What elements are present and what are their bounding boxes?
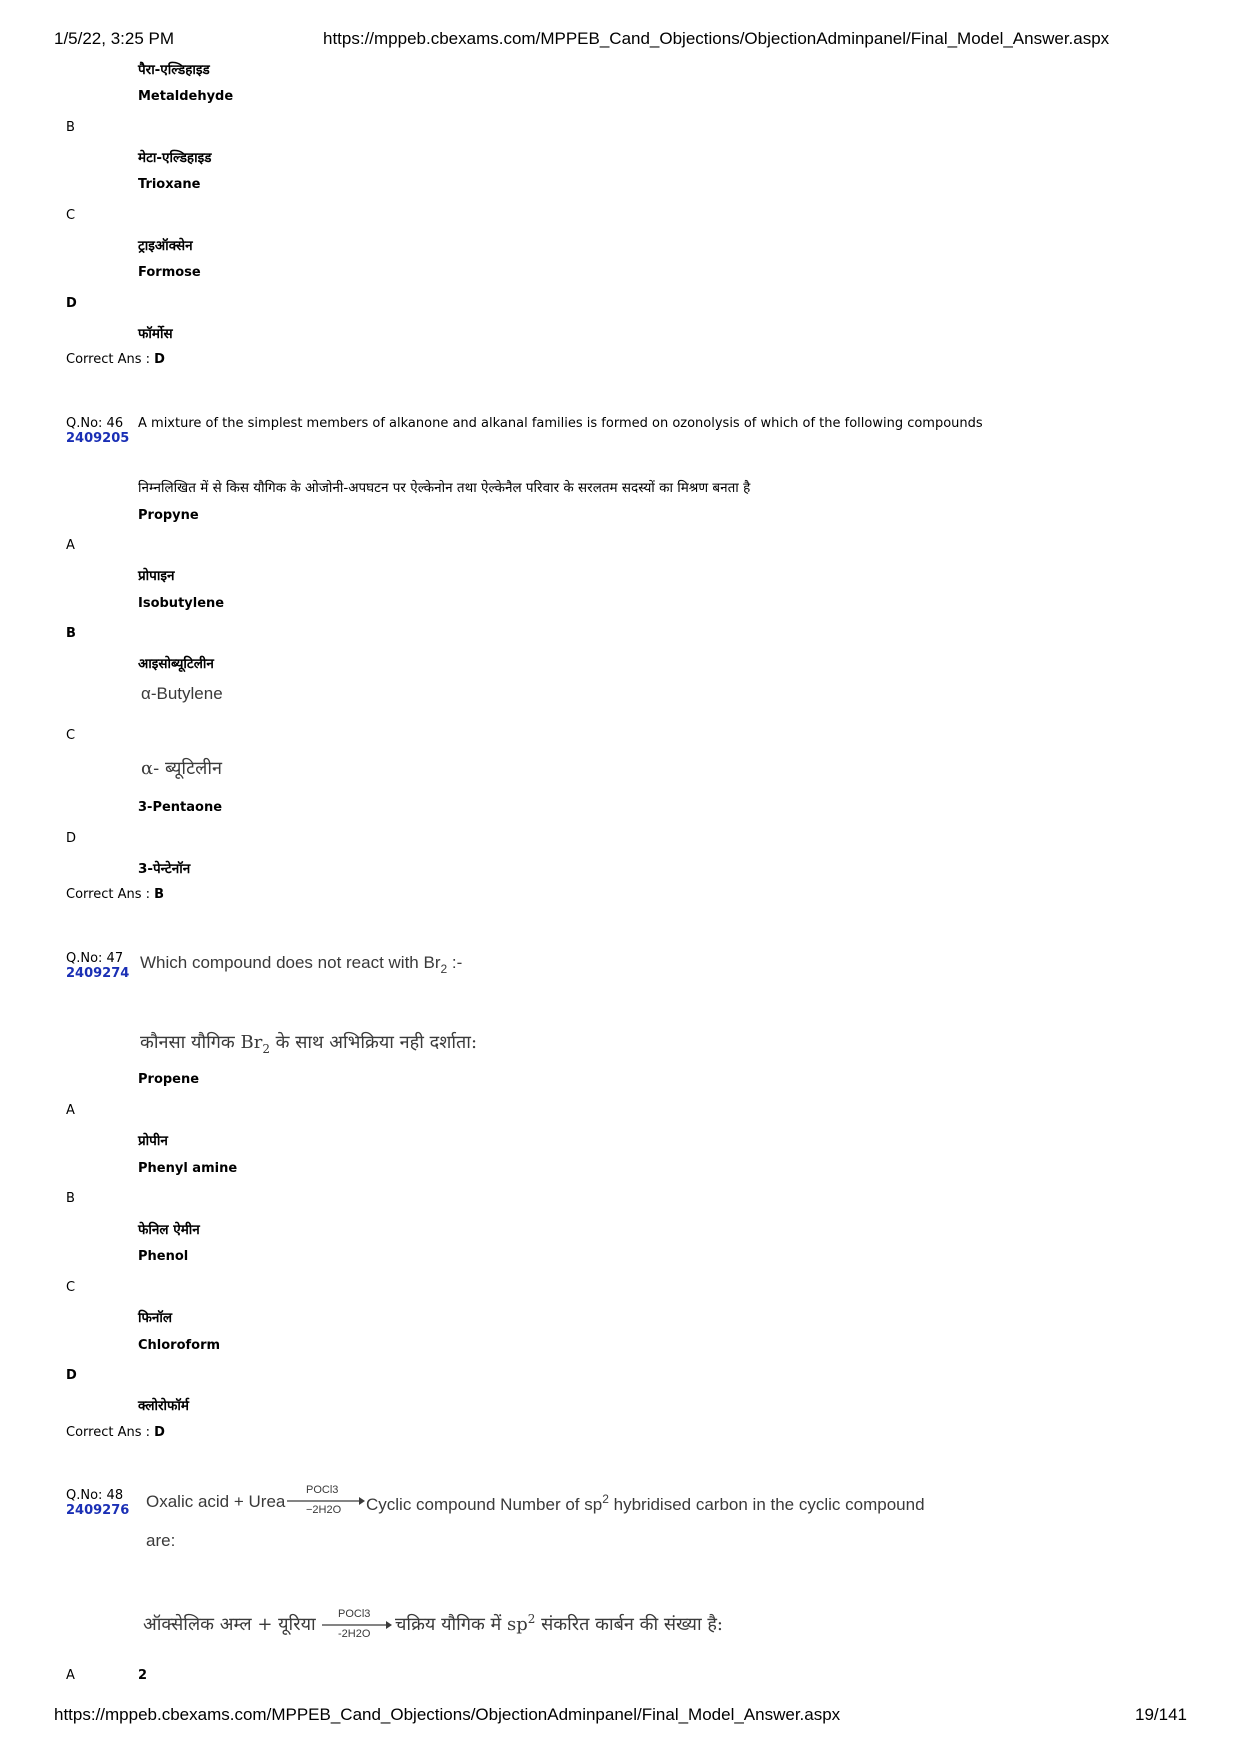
page-number: 19/141	[1135, 1705, 1187, 1724]
correct-ans-label: Correct Ans :	[66, 1425, 150, 1440]
correct-ans-label: Correct Ans :	[66, 352, 150, 367]
q47-option-b-label: B	[66, 1191, 75, 1206]
q45-correct-answer	[66, 352, 165, 367]
print-datetime: 1/5/22, 3:25 PM	[54, 29, 175, 48]
q45-option-c-label: C	[66, 208, 76, 223]
q46-option-d-label: D	[66, 831, 77, 846]
q46-id: 2409205	[66, 431, 130, 446]
q46-question-hindi: निम्नलिखित में से किस यौगिक के ओजोनी-अपघटन पर ऐल्केनोन तथा ऐल्केनैल परिवार के सरलतम सदस्यों का मिश्रण बनता है	[138, 480, 751, 496]
q47-hi-text-end: के साथ अभिक्रिया नही दर्शाता:	[269, 1032, 478, 1053]
q48-question-english-part2	[366, 1492, 925, 1515]
q47-option-a-hindi: प्रोपीन	[138, 1133, 168, 1149]
q45-option-d-label: D	[66, 296, 77, 311]
q48-number: Q.No: 48	[66, 1488, 124, 1503]
q48-question-hindi-part1: ऑक्सेलिक अम्ल + यूरिया	[143, 1614, 316, 1635]
q48-question-hindi-part2	[395, 1612, 723, 1636]
correct-ans-label: Correct Ans :	[66, 887, 150, 902]
q47-hi-subscript: 2	[262, 1042, 270, 1056]
q47-option-c-hindi: फिनॉल	[138, 1310, 173, 1326]
q47-number: Q.No: 47	[66, 951, 124, 966]
q48-en-superscript: 2	[602, 1492, 609, 1506]
q48-hindi-arrow-reagent: POCl3	[338, 1608, 371, 1620]
q47-option-b-hindi: फेनिल ऐमीन	[138, 1222, 200, 1238]
q47-hi-text: कौनसा यौगिक Br	[140, 1032, 263, 1053]
q46-option-a-english: Propyne	[138, 508, 199, 523]
q48-hindi-arrow-condition: -2H2O	[338, 1628, 371, 1640]
q47-correct-answer	[66, 1425, 165, 1440]
q47-en-subscript: 2	[440, 962, 448, 976]
q47-option-d-hindi: क्लोरोफॉर्म	[138, 1398, 190, 1414]
q48-en-text: Cyclic compound Number of sp	[366, 1495, 603, 1514]
footer-url: https://mppeb.cbexams.com/MPPEB_Cand_Objections/ObjectionAdminpanel/Final_Model_Answer.aspx	[54, 1705, 841, 1724]
q48-option-a-value: 2	[138, 1668, 148, 1683]
q48-arrow-reagent: POCl3	[306, 1484, 339, 1496]
q45-option-d-hindi: फॉर्मोस	[138, 326, 173, 342]
q46-option-c-english: α-Butylene	[141, 684, 223, 703]
q48-question-english-part1: Oxalic acid + Urea	[146, 1492, 286, 1511]
q46-option-c-label: C	[66, 728, 76, 743]
q45-option-b-label: B	[66, 120, 75, 135]
correct-ans-value: D	[154, 352, 165, 367]
q47-option-a-label: A	[66, 1103, 75, 1118]
q48-hi-superscript: 2	[527, 1612, 536, 1626]
q47-option-c-label: C	[66, 1280, 76, 1295]
q47-option-c-english: Phenol	[138, 1249, 189, 1264]
q47-en-text-end: :-	[447, 953, 463, 972]
q48-hi-text-end: संकरित कार्बन की संख्या है:	[535, 1614, 723, 1635]
q46-option-c-hindi: α- ब्यूटिलीन	[141, 758, 223, 779]
q46-option-d-hindi: 3-पेन्टेनॉन	[138, 861, 191, 877]
q46-option-d-english: 3-Pentaone	[138, 800, 223, 815]
q48-arrow-condition: −2H2O	[306, 1504, 342, 1516]
q47-en-text: Which compound does not react with Br	[140, 953, 441, 972]
q47-option-d-label: D	[66, 1368, 77, 1383]
q45-option-c-english: Trioxane	[138, 177, 201, 192]
q45-option-a-hindi: पैरा-एल्डिहाइड	[138, 62, 210, 78]
q47-option-a-english: Propene	[138, 1072, 200, 1087]
q48-reaction-arrow	[287, 1484, 365, 1518]
q48-hindi-reaction-arrow	[322, 1608, 392, 1642]
q48-id: 2409276	[66, 1503, 130, 1518]
q46-option-b-hindi: आइसोब्यूटिलीन	[138, 656, 214, 672]
q46-correct-answer	[66, 887, 164, 902]
q48-option-a-label: A	[66, 1668, 75, 1683]
q46-number: Q.No: 46	[66, 416, 124, 431]
q46-question-english: A mixture of the simplest members of alkanone and alkanal families is formed on ozonolysis of which of the following compounds	[138, 416, 983, 431]
q46-option-a-label: A	[66, 538, 75, 553]
q47-question-hindi	[140, 1030, 477, 1056]
correct-ans-value: B	[154, 887, 165, 902]
q46-option-b-english: Isobutylene	[138, 596, 225, 611]
q47-option-d-english: Chloroform	[138, 1338, 221, 1353]
q45-option-d-english: Formose	[138, 265, 201, 280]
q48-hi-text: चक्रिय यौगिक में sp	[395, 1614, 528, 1635]
q48-question-english-line2: are:	[146, 1531, 176, 1550]
q45-option-c-hindi: ट्राइऑक्सेन	[138, 238, 193, 254]
q48-en-text-end: hybridised carbon in the cyclic compound	[608, 1495, 925, 1514]
q45-option-b-english: Metaldehyde	[138, 89, 234, 104]
print-url: https://mppeb.cbexams.com/MPPEB_Cand_Objections/ObjectionAdminpanel/Final_Model_Answer.aspx	[323, 29, 1110, 48]
q45-option-b-hindi: मेटा-एल्डिहाइड	[138, 150, 212, 166]
q47-option-b-english: Phenyl amine	[138, 1161, 238, 1176]
q46-option-b-label: B	[66, 626, 76, 641]
q47-id: 2409274	[66, 966, 130, 981]
correct-ans-value: D	[154, 1425, 165, 1440]
q47-question-english	[140, 953, 462, 976]
q46-option-a-hindi: प्रोपाइन	[138, 568, 175, 584]
